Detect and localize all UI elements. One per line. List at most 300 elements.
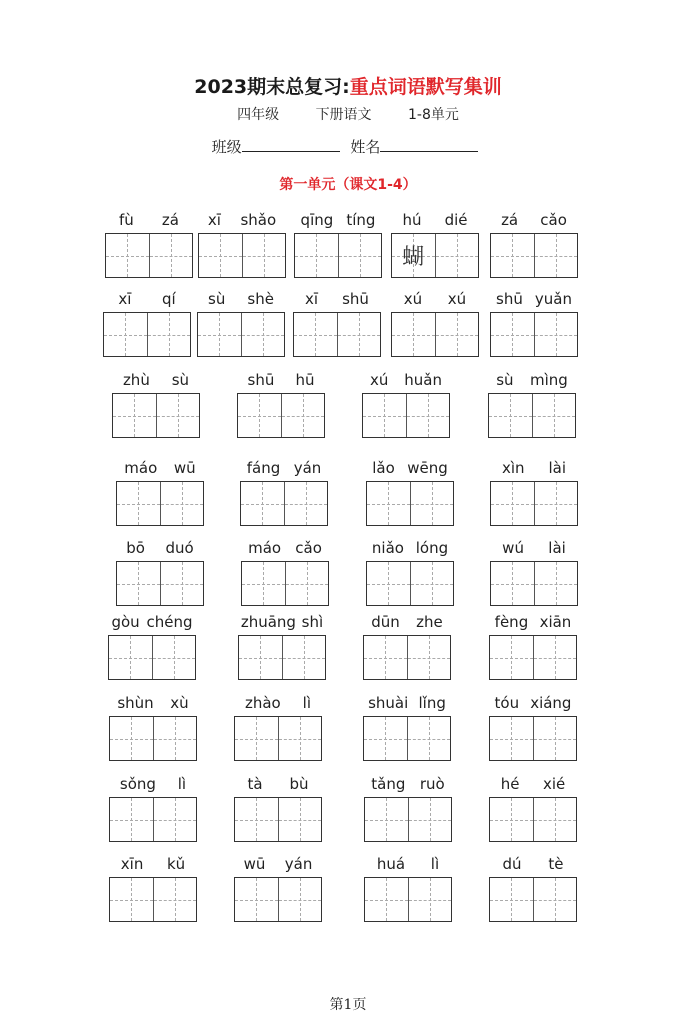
character-cell-2[interactable] [534,313,578,356]
character-cell-1[interactable] [490,798,533,841]
word-item [489,775,577,842]
written-character [106,234,149,277]
character-cell-1[interactable] [367,482,410,525]
word-item [240,459,328,526]
title-highlight: 重点词语默写集训 [349,76,502,98]
pinyin-label [490,290,578,310]
page-number: 第1页 [329,997,367,1013]
written-character [535,313,578,356]
tianzige-writing-box [362,393,450,438]
pinyin-syllable-2: lì [177,775,187,793]
character-cell-2[interactable] [153,717,197,760]
tianzige-writing-box [109,797,197,842]
tianzige-writing-box [363,716,451,761]
written-character [491,313,534,356]
tianzige-writing-box [116,481,204,526]
pinyin-syllable-1: fáng [246,459,281,477]
class-field[interactable] [242,137,340,152]
character-cell-2[interactable] [410,482,454,525]
character-cell-1[interactable] [365,798,408,841]
pinyin-label [103,290,191,310]
character-cell-1[interactable] [241,482,284,525]
pinyin-label [489,613,577,633]
word-item [234,775,322,842]
written-character [285,482,328,525]
character-cell-1[interactable] [110,878,153,921]
pinyin-syllable-2: yán [284,855,313,873]
tianzige-writing-box [241,561,329,606]
pinyin-syllable-2: sù [171,371,190,389]
pinyin-label [109,775,197,795]
pinyin-syllable-2: shè [247,290,274,308]
character-cell-2[interactable] [278,878,322,921]
pinyin-syllable-2: zhe [416,613,443,631]
written-character [235,798,278,841]
written-character [408,636,451,679]
character-cell-2[interactable] [153,798,197,841]
written-character [392,313,435,356]
pinyin-label [366,539,454,559]
character-cell-1[interactable] [117,482,160,525]
word-item [364,775,452,842]
pinyin-syllable-2: zá [161,211,179,229]
character-cell-1[interactable] [238,394,281,437]
character-cell-1[interactable] [235,798,278,841]
written-character [534,878,577,921]
character-cell-2[interactable] [407,717,451,760]
written-character [113,394,156,437]
character-cell-1[interactable] [392,234,435,277]
pinyin-syllable-1: fèng [494,613,529,631]
character-cell-2[interactable] [149,234,193,277]
pinyin-label [391,211,479,231]
pinyin-label [234,855,322,875]
word-item [363,613,451,680]
pinyin-syllable-2: xú [447,290,467,308]
pinyin-syllable-1: dú [502,855,522,873]
pinyin-syllable-2: yán [293,459,322,477]
pinyin-syllable-2: cǎo [295,539,322,557]
pinyin-syllable-1: sǒng [119,775,156,793]
word-item [490,539,578,606]
pinyin-label [366,459,454,479]
pinyin-label [116,459,204,479]
pinyin-syllable-1: dūn [371,613,400,631]
pinyin-syllable-2: wū [173,459,196,477]
pinyin-syllable-2: yuǎn [534,290,572,308]
character-cell-2[interactable] [281,394,325,437]
character-cell-1[interactable] [109,636,152,679]
written-character [110,717,153,760]
character-cell-1[interactable] [104,313,147,356]
pinyin-label [237,371,325,391]
tianzige-writing-box [489,877,577,922]
word-item [109,694,197,761]
pinyin-label [105,211,193,231]
tianzige-writing-box [238,635,326,680]
word-item [366,539,454,606]
pinyin-syllable-1: hé [500,775,520,793]
written-character [286,562,329,605]
character-cell-2[interactable] [533,878,577,921]
word-item [234,855,322,922]
written-character [409,878,452,921]
character-cell-2[interactable] [533,717,577,760]
tianzige-writing-box [391,233,479,278]
written-character [491,562,534,605]
pinyin-syllable-1: zhù [122,371,150,389]
pinyin-syllable-1: xú [403,290,423,308]
character-cell-1[interactable] [367,562,410,605]
pinyin-syllable-2: lài [548,539,566,557]
character-cell-1[interactable] [365,878,408,921]
tianzige-writing-box [116,561,204,606]
written-character [282,394,325,437]
character-cell-2[interactable] [242,234,286,277]
word-item [293,290,381,357]
pinyin-label [240,459,328,479]
pinyin-syllable-1: máo [124,459,158,477]
pinyin-syllable-1: sù [496,371,514,389]
pinyin-syllable-2: lì [430,855,440,873]
word-item [241,539,329,606]
written-character [117,482,160,525]
written-character [104,313,147,356]
tianzige-writing-box [108,635,196,680]
pinyin-syllable-2: huǎn [404,371,443,389]
pinyin-syllable-2: hū [295,371,315,389]
character-cell-1[interactable] [491,482,534,525]
pinyin-label [116,539,204,559]
pinyin-syllable-1: bō [126,539,145,557]
written-character [490,878,533,921]
character-cell-1[interactable] [364,636,407,679]
pinyin-label [363,613,451,633]
written-character [153,636,196,679]
written-character [491,482,534,525]
character-cell-1[interactable] [490,636,533,679]
character-cell-2[interactable] [153,878,197,921]
character-cell-1[interactable] [110,798,153,841]
tianzige-writing-box [234,797,322,842]
pinyin-syllable-1: hú [402,211,422,229]
written-character [109,636,152,679]
character-cell-2[interactable] [337,313,381,356]
pinyin-label [112,371,200,391]
word-item [237,371,325,438]
pinyin-syllable-1: tǎng [371,775,406,793]
written-character [117,562,160,605]
written-character [535,482,578,525]
pinyin-syllable-2: lài [548,459,567,477]
word-item [105,211,193,278]
written-character [283,636,326,679]
tianzige-writing-box [490,312,578,357]
written-character [235,717,278,760]
written-character [407,394,450,437]
pinyin-syllable-1: xī [118,290,132,308]
pinyin-syllable-2: lǐng [418,694,446,712]
character-cell-1[interactable] [491,313,534,356]
written-character [411,562,454,605]
written-character [408,717,451,760]
pinyin-syllable-2: xù [170,694,189,712]
word-item [234,694,322,761]
pinyin-syllable-2: lóng [415,539,449,557]
character-cell-1[interactable] [235,717,278,760]
pinyin-syllable-1: máo [248,539,282,557]
word-item [366,459,454,526]
pinyin-syllable-1: qīng [300,211,334,229]
word-item [116,539,204,606]
pinyin-label [108,613,196,633]
word-item [103,290,191,357]
pinyin-label [363,694,451,714]
pinyin-label [488,371,576,391]
tianzige-writing-box [234,716,322,761]
pinyin-syllable-1: lǎo [372,459,395,477]
pinyin-syllable-2: chéng [146,613,193,631]
written-character [242,313,285,356]
tianzige-writing-box [105,233,193,278]
written-character [295,234,338,277]
pinyin-label [197,290,285,310]
pinyin-syllable-1: xīn [120,855,144,873]
pinyin-syllable-1: shū [247,371,275,389]
character-cell-1[interactable] [235,878,278,921]
tianzige-writing-box [391,312,479,357]
written-character [157,394,200,437]
pinyin-syllable-1: tóu [494,694,520,712]
character-cell-1[interactable] [491,562,534,605]
character-cell-2[interactable] [407,636,451,679]
tianzige-writing-box [109,877,197,922]
pinyin-label [489,855,577,875]
written-character [533,394,576,437]
word-item [116,459,204,526]
word-item [489,855,577,922]
worksheet-title [0,72,696,99]
tianzige-writing-box [366,481,454,526]
pinyin-label [489,694,577,714]
character-cell-2[interactable] [534,482,578,525]
tianzige-writing-box [109,716,197,761]
pinyin-syllable-2: shū [342,290,369,308]
pinyin-label [109,855,197,875]
character-cell-1[interactable] [198,313,241,356]
character-cell-2[interactable] [408,878,452,921]
character-cell-1[interactable] [490,878,533,921]
written-character [364,717,407,760]
name-label: 姓名 [350,138,381,156]
word-item [391,290,479,357]
written-character [154,878,197,921]
character-cell-2[interactable] [435,234,479,277]
written-character [365,798,408,841]
character-cell-1[interactable] [110,717,153,760]
tianzige-writing-box [490,561,578,606]
character-cell-2[interactable] [156,394,200,437]
pinyin-syllable-2: bù [289,775,309,793]
grade-label: 四年级 [237,107,280,123]
word-item [488,371,576,438]
tianzige-writing-box [489,635,577,680]
word-item [112,371,200,438]
section-title: 第一单元（课文1-4） [279,177,417,193]
character-cell-1[interactable] [491,234,534,277]
pinyin-syllable-1: shùn [117,694,154,712]
character-cell-1[interactable] [106,234,149,277]
pinyin-syllable-2: dié [444,211,468,229]
character-cell-2[interactable] [278,717,322,760]
character-cell-2[interactable] [160,482,204,525]
written-character [490,636,533,679]
character-cell-2[interactable] [534,234,578,277]
character-cell-1[interactable] [489,394,532,437]
character-cell-2[interactable] [533,798,577,841]
character-cell-1[interactable] [242,562,285,605]
character-cell-2[interactable] [278,798,322,841]
written-character [279,717,322,760]
written-character [242,562,285,605]
pinyin-syllable-2: shì [301,613,324,631]
pinyin-syllable-1: niǎo [371,539,404,557]
written-character [338,313,381,356]
pinyin-syllable-1: wú [502,539,524,557]
character-cell-1[interactable] [490,717,533,760]
word-item [489,613,577,680]
pinyin-syllable-1: tà [247,775,263,793]
tianzige-writing-box [198,233,286,278]
word-item [198,211,286,278]
pinyin-label [364,775,452,795]
pinyin-syllable-1: shuài [368,694,409,712]
written-character [490,717,533,760]
character-cell-2[interactable] [410,562,454,605]
pinyin-syllable-2: qí [161,290,176,308]
pinyin-label [234,775,322,795]
character-cell-2[interactable] [241,313,285,356]
character-cell-1[interactable] [199,234,242,277]
pinyin-label [294,211,382,231]
written-character [436,234,479,277]
character-cell-2[interactable] [406,394,450,437]
character-cell-1[interactable] [364,717,407,760]
character-cell-2[interactable] [160,562,204,605]
class-label: 班级 [211,138,242,156]
tianzige-writing-box [366,561,454,606]
tianzige-writing-box [489,797,577,842]
pinyin-syllable-2: lì [302,694,312,712]
character-cell-1[interactable] [295,234,338,277]
written-character [409,798,452,841]
character-cell-2[interactable] [284,482,328,525]
word-item [362,371,450,438]
written-character [235,878,278,921]
pinyin-syllable-1: xú [369,371,389,389]
character-cell-2[interactable] [147,313,191,356]
written-character [110,878,153,921]
pinyin-label [234,694,322,714]
written-character [534,717,577,760]
pinyin-syllable-2: ruò [419,775,445,793]
pinyin-syllable-1: zá [501,211,519,229]
tianzige-writing-box [294,233,382,278]
character-cell-2[interactable] [338,234,382,277]
tianzige-writing-box [237,393,325,438]
written-character [363,394,406,437]
pinyin-label [490,211,578,231]
character-cell-2[interactable] [408,798,452,841]
word-item [364,855,452,922]
written-character [294,313,337,356]
written-character [535,562,578,605]
pinyin-label [490,539,578,559]
written-character [339,234,382,277]
written-character [279,878,322,921]
tianzige-writing-box [363,635,451,680]
written-character [436,313,479,356]
pinyin-label [293,290,381,310]
written-character [241,482,284,525]
character-cell-1[interactable] [117,562,160,605]
character-cell-1[interactable] [113,394,156,437]
written-character [154,717,197,760]
character-cell-1[interactable] [294,313,337,356]
character-cell-2[interactable] [152,636,196,679]
character-cell-1[interactable] [392,313,435,356]
tianzige-writing-box [293,312,381,357]
pinyin-syllable-1: xī [305,290,319,308]
character-cell-2[interactable] [532,394,576,437]
word-item [109,855,197,922]
pinyin-syllable-1: zhào [244,694,281,712]
tianzige-writing-box [488,393,576,438]
tianzige-writing-box [364,877,452,922]
character-cell-2[interactable] [435,313,479,356]
character-cell-2[interactable] [285,562,329,605]
pinyin-syllable-2: tíng [346,211,376,229]
pinyin-label [109,694,197,714]
tianzige-writing-box [490,481,578,526]
written-character [489,394,532,437]
written-character [238,394,281,437]
word-item [294,211,382,278]
word-item [490,459,578,526]
pinyin-syllable-1: wū [243,855,266,873]
written-character [411,482,454,525]
character-cell-2[interactable] [533,636,577,679]
pinyin-label [391,290,479,310]
name-field[interactable] [380,137,478,152]
character-cell-1[interactable] [239,636,282,679]
character-cell-2[interactable] [534,562,578,605]
character-cell-2[interactable] [282,636,326,679]
pinyin-syllable-2: tè [548,855,564,873]
title-prefix: 2023期末总复习: [194,76,350,98]
written-character [154,798,197,841]
written-character [279,798,322,841]
pinyin-syllable-2: mìng [529,371,568,389]
pinyin-syllable-2: shǎo [240,211,277,229]
word-item [490,290,578,357]
pinyin-syllable-1: huá [376,855,406,873]
pinyin-syllable-1: zhuāng [240,613,296,631]
written-character [198,313,241,356]
word-item [391,211,479,278]
pinyin-label [489,775,577,795]
character-cell-1[interactable] [363,394,406,437]
